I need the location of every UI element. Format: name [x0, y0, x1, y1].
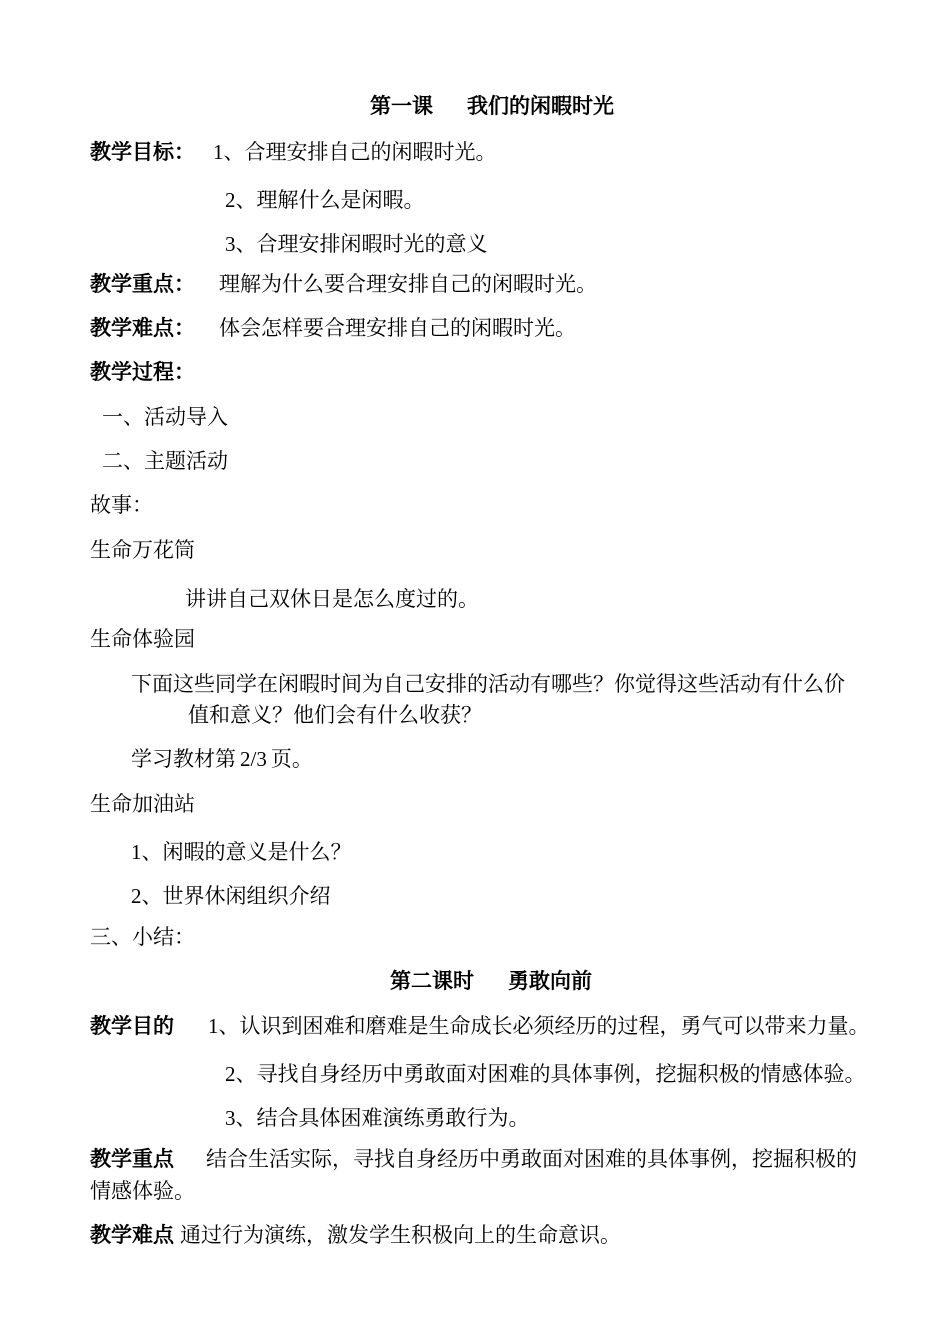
lesson1-goal-3-text: 、合理安排闲暇时光的意义: [235, 232, 488, 256]
lesson1-goal-3-num: 3: [225, 232, 236, 256]
lesson2-diff-text: 通过行为演练，激发学生积极向上的生命意识。: [180, 1223, 621, 1247]
lesson1-goal-row-2: [225, 186, 425, 214]
lesson1-story: 故事：: [90, 493, 153, 517]
lesson1-diff-label: 教学难点：: [90, 316, 195, 340]
lesson1-goal-label: 教学目标：: [90, 140, 195, 164]
lesson1-process-label: 教学过程：: [90, 360, 195, 384]
lesson1-study-suffix: 页。: [270, 747, 313, 771]
lesson1-experience-text-2: 值和意义？他们会有什么收获？: [188, 703, 482, 727]
lesson2-goal-2-num: 2: [225, 1062, 236, 1086]
lesson2-goal-label: 教学目的: [90, 1014, 174, 1038]
lesson1-station: 生命加油站: [90, 792, 195, 816]
lesson1-goal-2-text: 、理解什么是闲暇。: [235, 188, 425, 212]
lesson1-summary: 三、小结：: [90, 925, 195, 949]
lesson2-title-name: 勇敢向前: [508, 969, 592, 993]
lesson1-study-line: [131, 745, 313, 773]
lesson1-title-name: 我们的闲暇时光: [467, 94, 614, 118]
lesson1-key-label: 教学重点：: [90, 272, 195, 296]
lesson1-goal-1-num: 1: [213, 140, 224, 164]
lesson2-goal-row-3: [225, 1104, 530, 1132]
lesson1-study-prefix: 学习教材第: [131, 747, 236, 771]
lesson1-station-item-1-text: 、闲暇的意义是什么？: [141, 840, 352, 864]
lesson2-goal-row-1: [90, 1012, 870, 1040]
lesson1-key-text: 理解为什么要合理安排自己的闲暇时光。: [219, 272, 597, 296]
lesson1-station-item-2-text: 、世界休闲组织介绍: [141, 884, 331, 908]
lesson1-goal-1-text: 、合理安排自己的闲暇时光。: [223, 140, 497, 164]
lesson2-key-point: [90, 1145, 857, 1173]
lesson2-goal-1-num: 1: [208, 1014, 219, 1038]
lesson1-kaleidoscope: 生命万花筒: [90, 538, 195, 562]
lesson1-station-item-1-num: 1: [131, 840, 142, 864]
lesson1-goal-row-1: [90, 138, 497, 166]
lesson1-kaleidoscope-text: 讲讲自己双休日是怎么度过的。: [185, 587, 479, 611]
lesson2-difficulty: [90, 1221, 621, 1249]
lesson1-station-item-2-num: 2: [131, 884, 142, 908]
lesson2-goal-row-2: [225, 1060, 866, 1088]
lesson1-difficulty: [90, 314, 576, 342]
lesson2-goal-2-text: 、寻找自身经历中勇敢面对困难的具体事例，挖掘积极的情感体验。: [235, 1062, 866, 1086]
lesson1-goal-2-num: 2: [225, 188, 236, 212]
lesson2-goal-1-text: 、认识到困难和磨难是生命成长必须经历的过程，勇气可以带来力量。: [218, 1014, 870, 1038]
lesson2-key-text-2: 情感体验。: [90, 1179, 195, 1203]
lesson1-key-point: [90, 270, 597, 298]
lesson1-goal-row-3: [225, 230, 488, 258]
lesson1-station-item-2: [131, 882, 331, 910]
lesson1-experience: 生命体验园: [90, 627, 195, 651]
lesson1-step-2: 二、主题活动: [102, 449, 228, 473]
lesson1-title: [370, 92, 614, 120]
lesson1-title-number: 第一课: [370, 94, 433, 118]
lesson1-step-1: 一、活动导入: [102, 405, 228, 429]
lesson2-key-text-1: 结合生活实际，寻找自身经历中勇敢面对困难的具体事例，挖掘积极的: [206, 1147, 857, 1171]
lesson2-goal-3-num: 3: [225, 1106, 236, 1130]
lesson2-title: [390, 967, 592, 995]
lesson2-title-number: 第二课时: [390, 969, 474, 993]
lesson1-station-item-1: [131, 838, 352, 866]
lesson2-diff-label: 教学难点: [90, 1223, 174, 1247]
lesson1-study-page: 2/3: [240, 747, 267, 771]
lesson1-diff-text: 体会怎样要合理安排自己的闲暇时光。: [219, 316, 576, 340]
lesson2-goal-3-text: 、结合具体困难演练勇敢行为。: [235, 1106, 530, 1130]
lesson2-key-label: 教学重点: [90, 1147, 174, 1171]
lesson1-experience-text-1: 下面这些同学在闲暇时间为自己安排的活动有哪些？你觉得这些活动有什么价: [131, 672, 845, 696]
